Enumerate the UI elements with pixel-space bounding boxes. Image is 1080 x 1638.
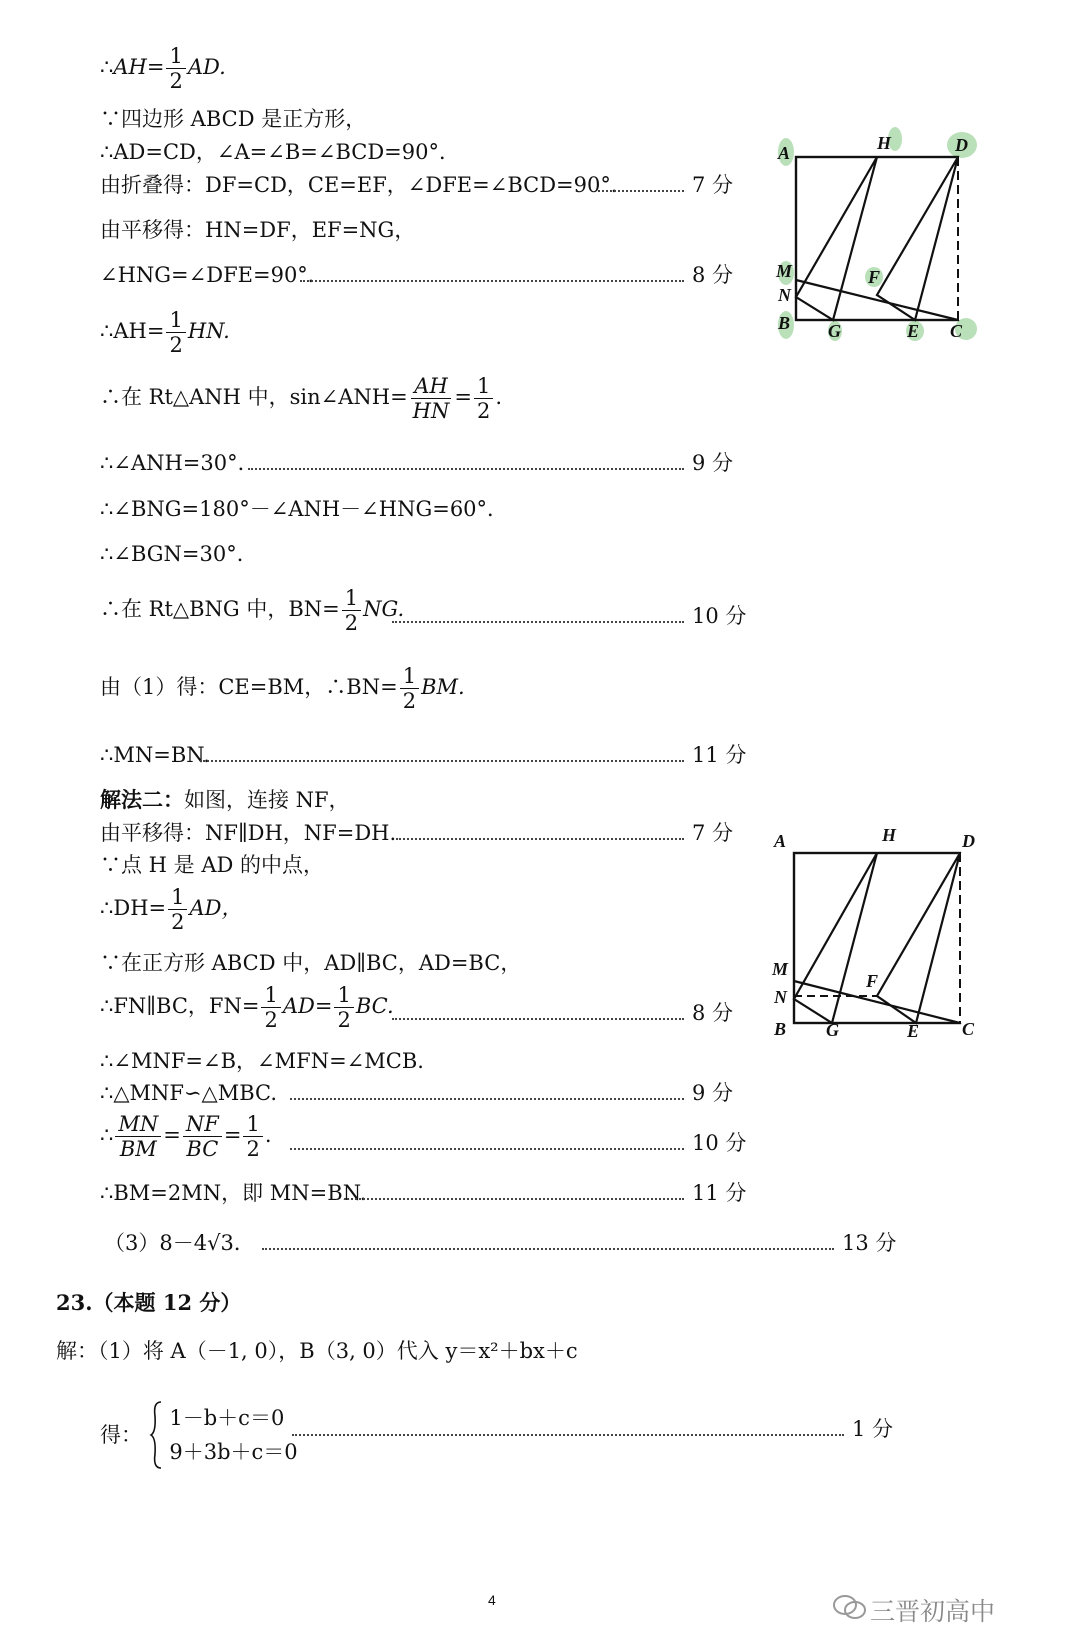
- expr-ad: AD=: [282, 994, 333, 1018]
- line-similar: ∴△MNF∽△MBC.: [100, 1081, 278, 1105]
- expr-bc: BC.: [355, 994, 394, 1018]
- frac-num: MN: [115, 1112, 161, 1137]
- fraction-one-half: [334, 983, 353, 1032]
- score-10: 10 分: [692, 604, 747, 628]
- expr-from-part1: 由（1）得：CE=BM，∴BN=: [100, 675, 398, 699]
- fraction-one-half: [261, 983, 280, 1032]
- method-two-heading: [100, 787, 350, 813]
- expr-bn: ∴在 Rt△BNG 中，BN=: [100, 597, 340, 621]
- line-dh-half-ad: [100, 885, 243, 934]
- frac-den: 2: [337, 1008, 351, 1032]
- page-number: 4: [488, 1592, 496, 1608]
- label-b: B: [774, 1019, 787, 1039]
- line-angles-90: ∴AD=CD，∠A=∠B=∠BCD=90°．: [100, 140, 460, 164]
- frac-num: 1: [168, 885, 187, 910]
- frac-num: 1: [342, 586, 361, 611]
- frac-den: 2: [402, 689, 417, 713]
- equals: =: [163, 1123, 181, 1147]
- frac-den: 2: [169, 333, 183, 357]
- frac-num: 1: [243, 1112, 262, 1137]
- fraction-one-half: [243, 1112, 262, 1161]
- label-d: D: [955, 135, 968, 155]
- dot-leader: [290, 1148, 684, 1150]
- label-e: E: [907, 1021, 920, 1041]
- dot-leader: [262, 1248, 834, 1250]
- line-translate: 由平移得：HN=DF，EF=NG，: [100, 218, 416, 242]
- label-n: N: [774, 987, 787, 1007]
- part-three-answer: （3）8－4√3．: [104, 1231, 255, 1255]
- dot-leader: [396, 838, 684, 840]
- frac-num: 1: [166, 44, 185, 69]
- frac-den: 2: [264, 1008, 278, 1032]
- line-bgn-30: ∴∠BGN=30°．: [100, 542, 258, 566]
- frac-den: 2: [246, 1137, 260, 1161]
- line-ad-parallel-bc: ∵在正方形 ABCD 中，AD∥BC，AD=BC，: [100, 951, 522, 975]
- expr-ad: AD，: [189, 896, 243, 920]
- dot-leader: [392, 621, 684, 623]
- frac-den: 2: [344, 611, 359, 635]
- score-13: 13 分: [842, 1231, 897, 1255]
- dot-leader: [300, 280, 684, 282]
- line-bm-2mn: ∴BM=2MN，即 MN=BN.: [100, 1181, 367, 1205]
- equals: =: [454, 385, 472, 409]
- question-23-part1: 解：（1）将 A（－1, 0），B（3, 0）代入 y＝x²＋bx＋c: [56, 1339, 578, 1363]
- equation-1: 1－b＋c＝0: [169, 1406, 285, 1430]
- triangle-dfe: [877, 853, 960, 1023]
- score-11: 11 分: [692, 743, 747, 767]
- line-nf-dh: 由平移得：NF∥DH，NF=DH.: [100, 821, 397, 845]
- de-label: 得：: [100, 1423, 142, 1447]
- line-ah-half-ad: [100, 44, 226, 93]
- label-d: D: [962, 831, 975, 851]
- score-7-method2: 7 分: [692, 821, 734, 845]
- frac-den: BM: [119, 1137, 157, 1161]
- label-a: A: [774, 831, 787, 851]
- frac-num: 1: [400, 664, 419, 689]
- figure-method-one: [770, 125, 990, 345]
- line-ratio: [100, 1112, 272, 1161]
- line-bng-60: ∴∠BNG=180°－∠ANH－∠HNG=60°．: [100, 497, 509, 521]
- label-f: F: [868, 267, 881, 287]
- line-fn-half: [100, 983, 394, 1032]
- expr-sin: ∴在 Rt△ANH 中，sin∠ANH=: [100, 385, 408, 409]
- equation-system-line: [100, 1400, 298, 1470]
- equals: =: [223, 1123, 242, 1147]
- frac-den: BC: [186, 1137, 219, 1161]
- label-g: G: [828, 321, 841, 341]
- expr-ah: ∴AH=: [100, 319, 165, 343]
- line-square: ∵四边形 ABCD 是正方形，: [100, 107, 367, 131]
- label-a: A: [778, 143, 791, 163]
- equation-2: 9＋3b＋c＝0: [169, 1440, 298, 1464]
- method-two-label: 解法二：: [100, 787, 184, 812]
- fraction-one-half: [400, 664, 419, 713]
- expr-dh: ∴DH=: [100, 896, 167, 920]
- frac-den: HN: [412, 399, 450, 423]
- score-1: 1 分: [852, 1417, 894, 1441]
- therefore-symbol: ∴: [100, 55, 114, 79]
- label-h: H: [877, 133, 892, 153]
- line-sin-anh: [100, 374, 502, 423]
- dot-leader: [344, 1198, 684, 1200]
- score-11-method2: 11 分: [692, 1181, 747, 1205]
- label-h: H: [882, 825, 897, 845]
- triangle-dfe: [877, 157, 958, 320]
- expr-ah: AH=: [113, 55, 165, 79]
- period: .: [495, 385, 503, 409]
- fraction-one-half: [168, 885, 187, 934]
- equation-system: [169, 1401, 297, 1469]
- period: .: [264, 1123, 272, 1147]
- fraction-one-half: [474, 374, 493, 423]
- label-e: E: [907, 321, 920, 341]
- score-7: 7 分: [692, 173, 734, 197]
- question-23-title: 23.（本题 12 分）: [56, 1290, 242, 1315]
- triangle-hng: [796, 157, 877, 320]
- fraction-ah-hn: [410, 374, 453, 423]
- dot-leader: [292, 1434, 844, 1436]
- score-9-method2: 9 分: [692, 1081, 734, 1105]
- expr-ad: AD.: [187, 55, 226, 79]
- expr-bm: BM.: [421, 675, 465, 699]
- dot-leader: [598, 190, 684, 192]
- fraction-mn-bm: [115, 1112, 161, 1161]
- line-hng-90: ∠HNG=∠DFE=90°．: [100, 263, 329, 287]
- dot-leader: [392, 1018, 684, 1020]
- frac-den: 2: [476, 399, 491, 423]
- fraction-one-half: [342, 586, 361, 635]
- dot-leader: [290, 1098, 684, 1100]
- method-two-intro: 如图，连接 NF，: [184, 788, 350, 812]
- line-h-midpoint: ∵点 H 是 AD 的中点，: [100, 853, 325, 877]
- label-b: B: [778, 313, 791, 333]
- fraction-nf-bc: [183, 1112, 222, 1161]
- fraction-one-half: [166, 44, 185, 93]
- line-bn-half-ng: [100, 586, 404, 635]
- score-8-method2: 8 分: [692, 1001, 734, 1025]
- score-10-method2: 10 分: [692, 1131, 747, 1155]
- expr-hn: HN.: [187, 319, 230, 343]
- frac-den: 2: [169, 69, 183, 93]
- fraction-one-half: [166, 308, 185, 357]
- dot-leader: [200, 760, 684, 762]
- figure-method-two: [770, 823, 990, 1048]
- line-angle-equal: ∴∠MNF=∠B，∠MFN=∠MCB.: [100, 1049, 424, 1073]
- frac-num: 1: [166, 308, 185, 333]
- expr-ng: NG.: [363, 597, 405, 621]
- triangle-hng: [794, 853, 877, 1023]
- label-c: C: [962, 1019, 975, 1039]
- frac-num: 1: [334, 983, 353, 1008]
- line-ce-bm: [100, 664, 465, 713]
- frac-den: 2: [171, 910, 185, 934]
- frac-num: AH: [411, 374, 450, 399]
- frac-num: NF: [183, 1112, 222, 1137]
- line-fold: 由折叠得：DF=CD，CE=EF，∠DFE=∠BCD=90°．: [100, 173, 632, 197]
- label-f: F: [866, 971, 879, 991]
- label-c: C: [950, 321, 963, 341]
- label-g: G: [826, 1020, 839, 1040]
- label-n: N: [778, 285, 791, 305]
- line-ah-half-hn: [100, 308, 230, 357]
- watermark-text: 三晋初高中: [870, 1597, 996, 1626]
- expr-fn: ∴FN∥BC，FN=: [100, 994, 260, 1018]
- frac-num: 1: [261, 983, 280, 1008]
- wechat-icon: [832, 1593, 868, 1621]
- score-9: 9 分: [692, 451, 734, 475]
- square-abcd: [794, 853, 960, 1023]
- therefore-symbol: ∴: [100, 1123, 114, 1147]
- brace-icon: [149, 1400, 163, 1470]
- label-m: M: [776, 261, 793, 281]
- line-mn-bn: ∴MN=BN.: [100, 743, 210, 767]
- dot-leader: [248, 468, 684, 470]
- frac-num: 1: [474, 374, 493, 399]
- score-8: 8 分: [692, 263, 734, 287]
- line-anh-30: ∴∠ANH=30°．: [100, 451, 259, 475]
- label-m: M: [772, 959, 789, 979]
